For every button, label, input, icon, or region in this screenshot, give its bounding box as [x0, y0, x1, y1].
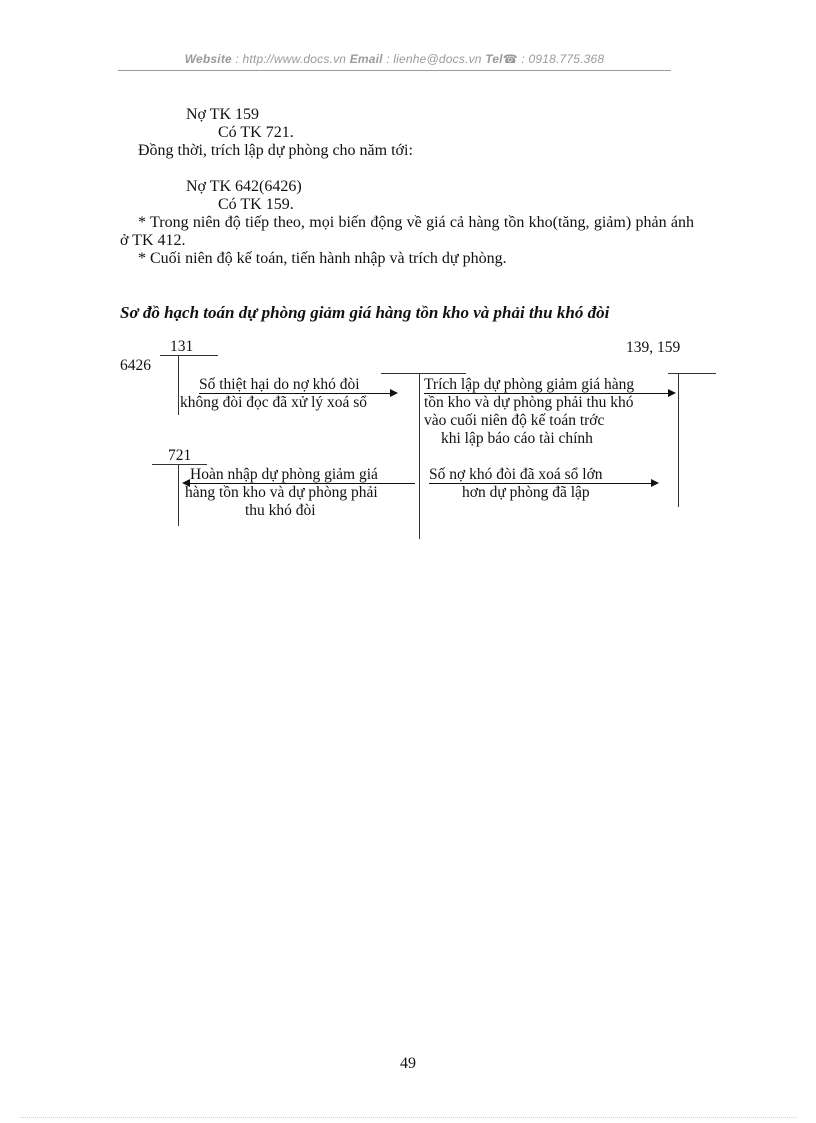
- provision-text-line4: khi lập báo cáo tài chính: [441, 430, 593, 447]
- paragraph-next-period: * Trong niên độ tiếp theo, mọi biến động về giá cả hàng tồn kho(tăng, giảm) phản ánh ở TK 412.: [120, 214, 694, 249]
- writeoff-text-line2: hơn dự phòng đã lập: [462, 484, 590, 501]
- account-139-top-line: [668, 373, 716, 374]
- reversal-text-line2: hàng tồn kho và dự phòng phải: [185, 484, 378, 501]
- tel-value: : 0918.775.368: [517, 52, 605, 66]
- email-value: : lienhe@docs.vn: [382, 52, 486, 66]
- debit-159: Nợ TK 159: [186, 106, 260, 123]
- account-131-label: 131: [170, 338, 194, 355]
- account-6426-label: 6426: [120, 357, 151, 374]
- header-divider: [118, 70, 671, 71]
- account-139-vertical: [678, 373, 679, 507]
- provision-text-line2: tồn kho và dự phòng phải thu khó: [424, 394, 634, 411]
- concurrent-note: Đồng thời, trích lập dự phòng cho năm tới:: [138, 142, 413, 159]
- arrow-right-icon: [390, 389, 398, 397]
- credit-159: Có TK 159.: [218, 196, 294, 213]
- paragraph-year-end: * Cuối niên độ kế toán, tiến hành nhập và trích dự phòng.: [138, 250, 507, 267]
- arrow-right-icon: [651, 479, 659, 487]
- loss-text-line2: không đòi đọc đã xử lý xoá sổ: [180, 394, 368, 411]
- center-account-vertical: [419, 373, 420, 539]
- account-131-vertical: [178, 355, 179, 415]
- email-label: Email: [349, 52, 383, 66]
- provision-text-line1: Trích lập dự phòng giảm giá hàng: [424, 376, 635, 393]
- provision-text-line3: vào cuối niên độ kế toán trớc: [424, 412, 605, 429]
- account-721-vertical: [178, 464, 179, 526]
- website-value: : http://www.docs.vn: [231, 52, 350, 66]
- account-721-top-line: [152, 464, 207, 465]
- debit-642: Nợ TK 642(6426): [186, 178, 302, 195]
- page-header: [118, 52, 671, 66]
- loss-text-line1: Số thiệt hại do nợ khó đòi: [199, 376, 360, 393]
- diagram-title: Sơ đồ hạch toán dự phòng giảm giá hàng tồn kho và phải thu khó đòi: [120, 303, 610, 322]
- account-721-label: 721: [168, 447, 192, 464]
- account-131-top-line: [160, 355, 218, 356]
- center-account-top-line: [381, 373, 466, 374]
- arrow-right-icon: [668, 389, 676, 397]
- reversal-text-line1: Hoàn nhập dự phòng giảm giá: [190, 466, 378, 483]
- footer-divider: [20, 1117, 796, 1118]
- tel-label: Tel: [485, 52, 503, 66]
- reversal-text-line3: thu khó đòi: [245, 502, 316, 519]
- phone-icon: ☎: [502, 52, 518, 66]
- account-139-159-label: 139, 159: [626, 339, 681, 356]
- website-label: Website: [184, 52, 232, 66]
- writeoff-text-line1: Số nợ khó đòi đã xoá sổ lớn: [429, 466, 603, 483]
- page-number: 49: [400, 1055, 416, 1072]
- credit-721: Có TK 721.: [218, 124, 294, 141]
